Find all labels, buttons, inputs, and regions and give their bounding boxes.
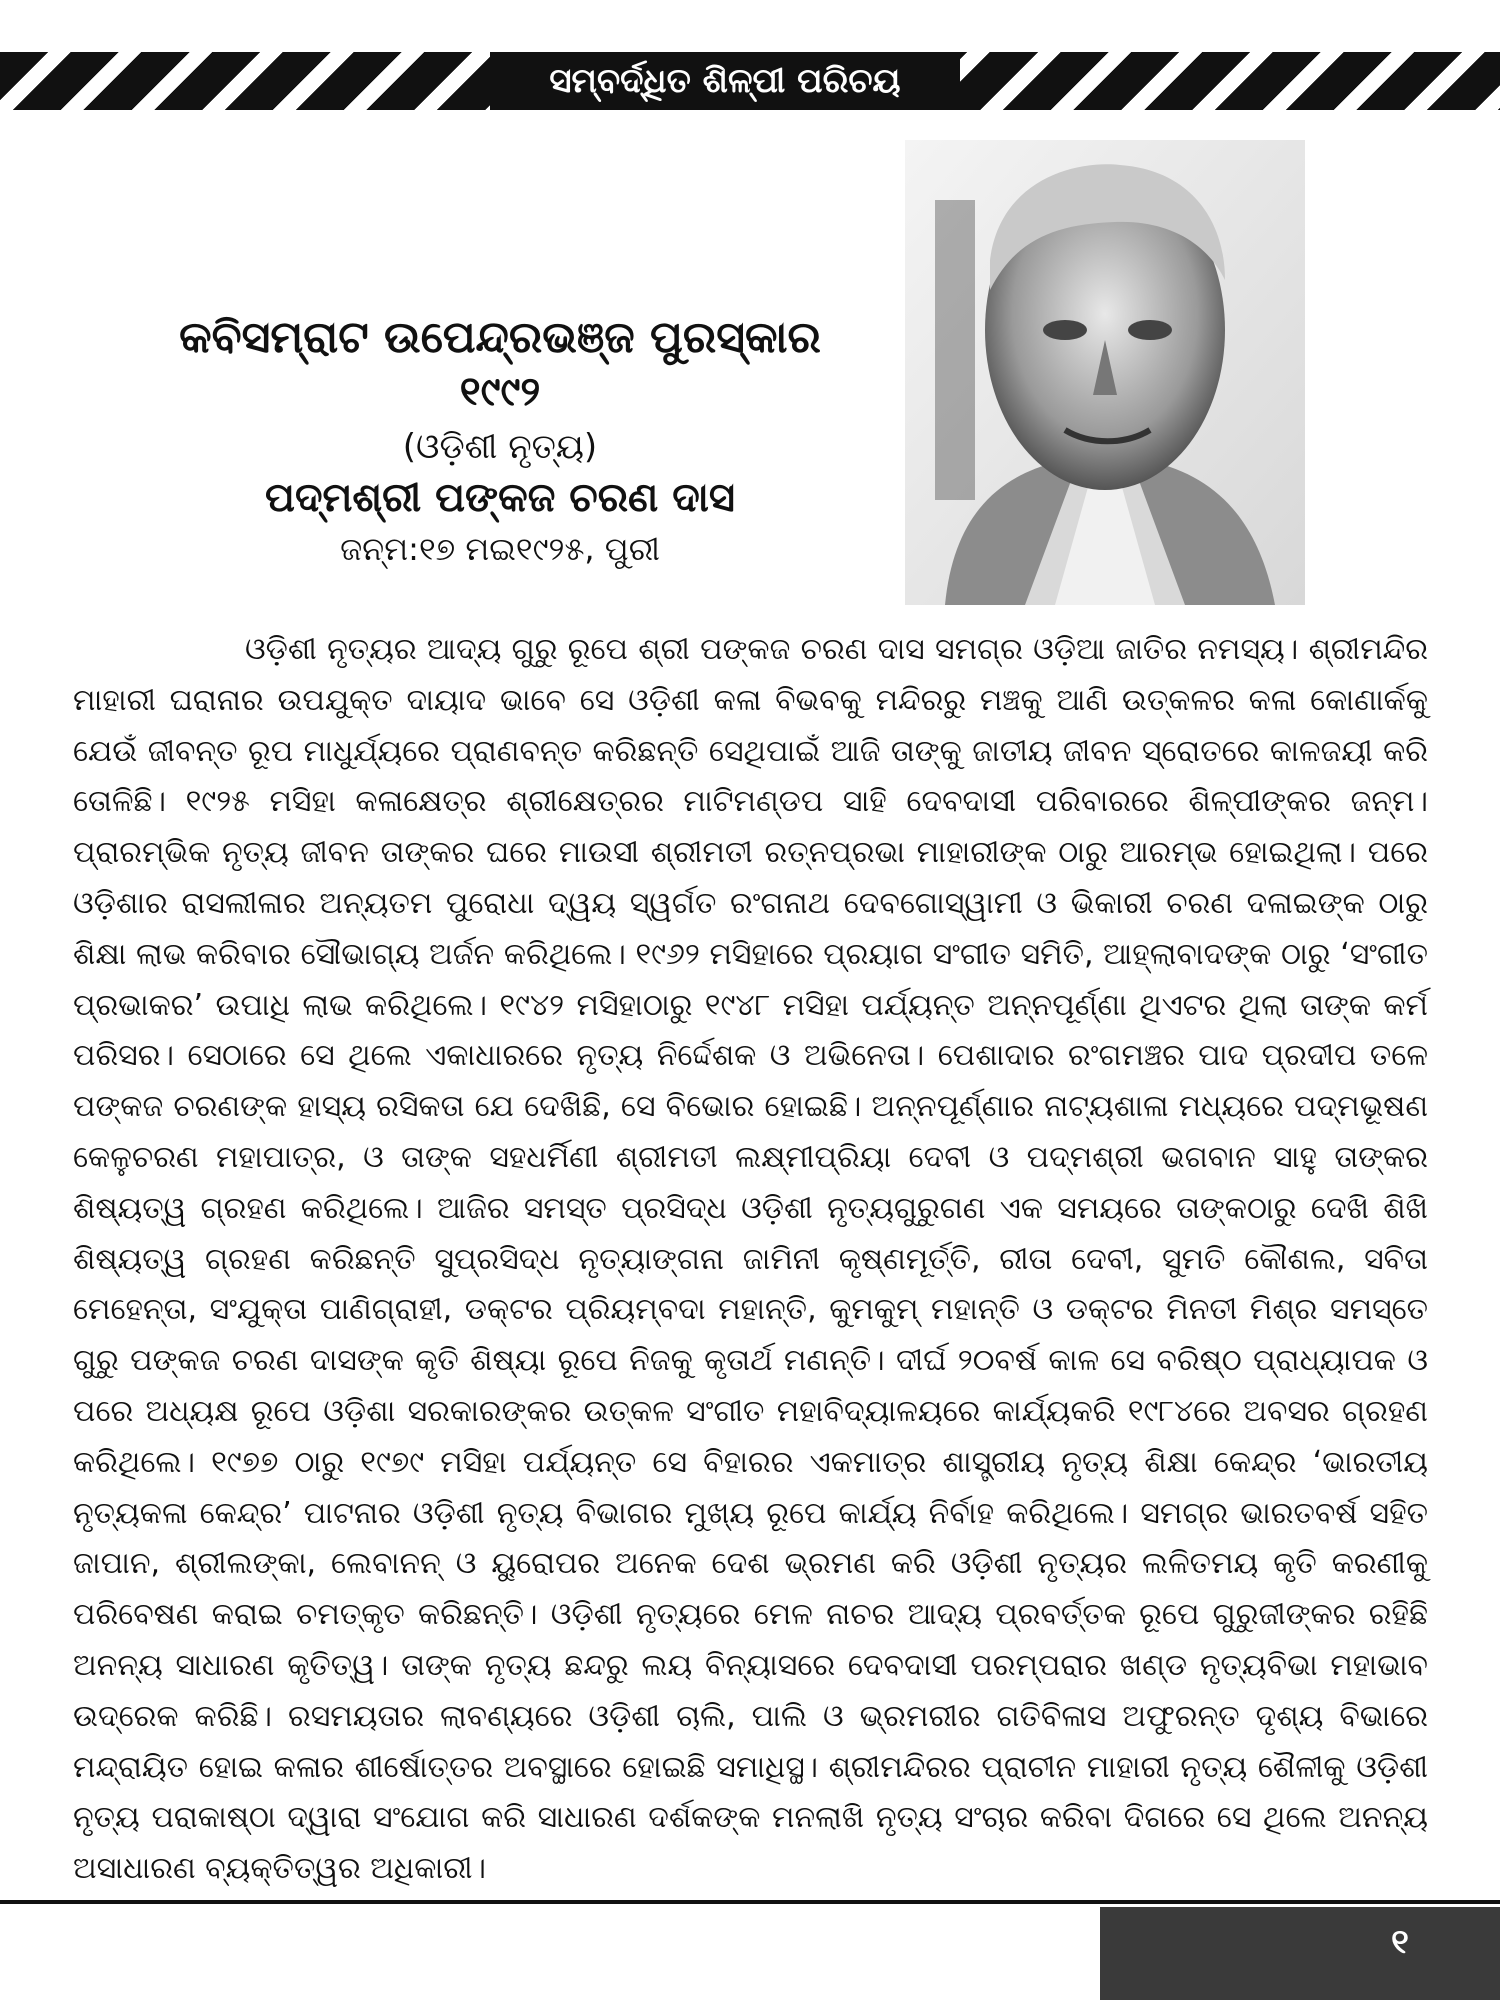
artist-name: ପଦ୍ମଶ୍ରୀ ପଙ୍କଜ ଚରଣ ଦାସ — [265, 475, 735, 521]
award-title-block — [120, 310, 880, 574]
award-title: କବିସମ୍ରାଟ ଉପେନ୍ଦ୍ରଭଞ୍ଜ ପୁରସ୍କାର — [179, 312, 821, 363]
biography-paragraph: ଓଡ଼ିଶୀ ନୃତ୍ୟର ଆଦ୍ୟ ଗୁରୁ ରୂପେ ଶ୍ରୀ ପଙ୍କଜ ଚରଣ ଦାସ ସମଗ୍ର ଓଡ଼ିଆ ଜାତିର ନମସ୍ୟ। ଶ୍ରୀମନ୍ଦିର ମାହାରୀ ଘରାନାର ଉପଯୁକ୍ତ ଦାୟାଦ ଭାବେ ସେ ଓଡ଼ିଶୀ କଳା ବିଭବକୁ ମନ୍ଦିରରୁ ମଞ୍ଚକୁ ଆଣି ଉତ୍କଳର କଳା କୋଣାର୍କକୁ ଯେଉଁ ଜୀବନ୍ତ ରୂପ ମାଧୁର୍ଯ୍ୟରେ ପ୍ରାଣବନ୍ତ କରିଛନ୍ତି ସେଥିପାଇଁ ଆଜି ତାଙ୍କୁ ଜାତୀୟ ଜୀବନ ସ୍ରୋତରେ କାଳଜୟୀ କରି ତୋଳିଛି। ୧୯୨୫ ମସିହା କଳାକ୍ଷେତ୍ର ଶ୍ରୀକ୍ଷେତ୍ରର ମାଟିମଣ୍ଡପ ସାହି ଦେବଦାସୀ ପରିବାରରେ ଶିଳ୍ପୀଙ୍କର ଜନ୍ମ। ପ୍ରାରମ୍ଭିକ ନୃତ୍ୟ ଜୀବନ ତାଙ୍କର ଘରେ ମାଉସୀ ଶ୍ରୀମତୀ ରତ୍ନପ୍ରଭା ମାହାରୀଙ୍କ ଠାରୁ ଆରମ୍ଭ ହୋଇଥିଲା। ପରେ ଓଡ଼ିଶାର ରାସଲୀଳାର ଅନ୍ୟତମ ପୁରୋଧା ଦ୍ୱୟ ସ୍ୱର୍ଗତ ରଂଗନାଥ ଦେବଗୋସ୍ୱାମୀ ଓ ଭିକାରୀ ଚରଣ ଦଳାଇଙ୍କ ଠାରୁ ଶିକ୍ଷା ଲାଭ କରିବାର ସୌଭାଗ୍ୟ ଅର୍ଜନ କରିଥିଲେ। ୧୯୬୨ ମସିହାରେ ପ୍ରୟାଗ ସଂଗୀତ ସମିତି, ଆହ୍ଲାବାଦଙ୍କ ଠାରୁ ‘ସଂଗୀତ ପ୍ରଭାକର’ ଉପାଧି ଲାଭ କରିଥିଲେ। ୧୯୪୨ ମସିହାଠାରୁ ୧୯୪୮ ମସିହା ପର୍ଯ୍ୟନ୍ତ ଅନ୍ନପୂର୍ଣ୍ଣା ଥିଏଟର ଥିଲା ତାଙ୍କ କର୍ମ ପରିସର। ସେଠାରେ ସେ ଥିଲେ ଏକାଧାରରେ ନୃତ୍ୟ ନିର୍ଦ୍ଦେଶକ ଓ ଅଭିନେତା। ପେଶାଦାର ରଂଗମଞ୍ଚର ପାଦ ପ୍ରଦୀପ ତଳେ ପଙ୍କଜ ଚରଣଙ୍କ ହାସ୍ୟ ରସିକତା ଯେ ଦେଖିଛି, ସେ ବିଭୋର ହୋଇଛି। ଅନ୍ନପୂର୍ଣ୍ଣାର ନାଟ୍ୟଶାଳା ମଧ୍ୟରେ ପଦ୍ମଭୂଷଣ କେଳୁଚରଣ ମହାପାତ୍ର, ଓ ତାଙ୍କ ସହଧର୍ମିଣୀ ଶ୍ରୀମତୀ ଲକ୍ଷ୍ମୀପ୍ରିୟା ଦେବୀ ଓ ପଦ୍ମଶ୍ରୀ ଭଗବାନ ସାହୁ ତାଙ୍କର ଶିଷ୍ୟତ୍ୱ ଗ୍ରହଣ କରିଥିଲେ। ଆଜିର ସମସ୍ତ ପ୍ରସିଦ୍ଧ ଓଡ଼ିଶୀ ନୃତ୍ୟଗୁରୁଗଣ ଏକ ସମୟରେ ତାଙ୍କଠାରୁ ଦେଖି ଶିଖି ଶିଷ୍ୟତ୍ୱ ଗ୍ରହଣ କରିଛନ୍ତି ସୁପ୍ରସିଦ୍ଧ ନୃତ୍ୟାଙ୍ଗନା ଜାମିନୀ କୃଷ୍ଣମୂର୍ତ୍ତି, ରୀତା ଦେବୀ, ସୁମତି କୌଶଲ, ସବିତା ମେହେନ୍ତା, ସଂଯୁକ୍ତା ପାଣିଗ୍ରାହୀ, ଡକ୍ଟର ପ୍ରିୟମ୍ବଦା ମହାନ୍ତି, କୁମକୁମ୍ ମହାନ୍ତି ଓ ଡକ୍ଟର ମିନତୀ ମିଶ୍ର ସମସ୍ତେ ଗୁରୁ ପଙ୍କଜ ଚରଣ ଦାସଙ୍କ କୃତି ଶିଷ୍ୟା ରୂପେ ନିଜକୁ କୃତାର୍ଥ ମଣନ୍ତି। ଦୀର୍ଘ ୨୦ବର୍ଷ କାଳ ସେ ବରିଷ୍ଠ ପ୍ରାଧ୍ୟାପକ ଓ ପରେ ଅଧ୍ୟକ୍ଷ ରୂପେ ଓଡ଼ିଶା ସରକାରଙ୍କର ଉତ୍କଳ ସଂଗୀତ ମହାବିଦ୍ୟାଳୟରେ କାର୍ଯ୍ୟକରି ୧୯୮୪ରେ ଅବସର ଗ୍ରହଣ କରିଥିଲେ। ୧୯୭୭ ଠାରୁ ୧୯୭୯ ମସିହା ପର୍ଯ୍ୟନ୍ତ ସେ ବିହାରର ଏକମାତ୍ର ଶାସ୍ତ୍ରୀୟ ନୃତ୍ୟ ଶିକ୍ଷା କେନ୍ଦ୍ର ‘ଭାରତୀୟ ନୃତ୍ୟକଳା କେନ୍ଦ୍ର’ ପାଟନାର ଓଡ଼ିଶୀ ନୃତ୍ୟ ବିଭାଗର ମୁଖ୍ୟ ରୂପେ କାର୍ଯ୍ୟ ନିର୍ବାହ କରିଥିଲେ। ସମଗ୍ର ଭାରତବର୍ଷ ସହିତ ଜାପାନ, ଶ୍ରୀଲଙ୍କା, ଲେବାନନ୍ ଓ ୟୁରୋପର ଅନେକ ଦେଶ ଭ୍ରମଣ କରି ଓଡ଼ିଶୀ ନୃତ୍ୟର ଲଳିତମୟ କୃତି କରଣୀକୁ ପରିବେଷଣ କରାଇ ଚମତ୍କୃତ କରିଛନ୍ତି। ଓଡ଼ିଶୀ ନୃତ୍ୟରେ ମେଳ ନାଚର ଆଦ୍ୟ ପ୍ରବର୍ତ୍ତକ ରୂପେ ଗୁରୁଜୀଙ୍କର ରହିଛି ଅନନ୍ୟ ସାଧାରଣ କୃତିତ୍ୱ। ତାଙ୍କ ନୃତ୍ୟ ଛନ୍ଦରୁ ଲୟ ବିନ୍ୟାସରେ ଦେବଦାସୀ ପରମ୍ପରାର ଖଣ୍ଡ ନୃତ୍ୟବିଭା ମହାଭାବ ଉଦ୍ରେକ କରିଛି। ରସମୟତାର ଲାବଣ୍ୟରେ ଓଡ଼ିଶୀ ଚାଲି, ପାଲି ଓ ଭ୍ରମରୀର ଗତିବିଳାସ ଅଫୁରନ୍ତ ଦୃଶ୍ୟ ବିଭାରେ ମନ୍ଦ୍ରାୟିତ ହୋଇ କଳାର ଶୀର୍ଷୋତ୍ତର ଅବସ୍ଥାରେ ହୋଇଛି ସମାଧିସ୍ଥ। ଶ୍ରୀମନ୍ଦିରର ପ୍ରାଚୀନ ମାହାରୀ ନୃତ୍ୟ ଶୈଳୀକୁ ଓଡ଼ିଶୀ ନୃତ୍ୟ ପରାକାଷ୍ଠା ଦ୍ୱାରା ସଂଯୋଗ କରି ସାଧାରଣ ଦର୍ଶକଙ୍କ ମନଲାଖି ନୃତ୍ୟ ସଂଚାର କରିବା ଦିଗରେ ସେ ଥିଲେ ଅନନ୍ୟ ଅସାଧାରଣ ବ୍ୟକ୍ତିତ୍ୱର ଅଧିକାରୀ। — [73, 632, 1428, 1887]
footer-rule — [0, 1900, 1500, 1904]
artist-portrait-photo — [905, 140, 1305, 605]
page-number-box — [1100, 1907, 1500, 2000]
page-number: ୧ — [1391, 1922, 1409, 1962]
section-title: ସମ୍ବର୍ଦ୍ଧିତ ଶିଳ୍ପୀ ପରିଚୟ — [549, 61, 901, 101]
artist-birth: ଜନ୍ମ:୧୭ ମଇ୧୯୨୫, ପୁରୀ — [340, 530, 660, 568]
award-year: ୧୯୯୨ — [459, 369, 541, 415]
header-title-box — [490, 52, 960, 110]
artist-category: (ଓଡ଼ିଶୀ ନୃତ୍ୟ) — [402, 427, 598, 467]
